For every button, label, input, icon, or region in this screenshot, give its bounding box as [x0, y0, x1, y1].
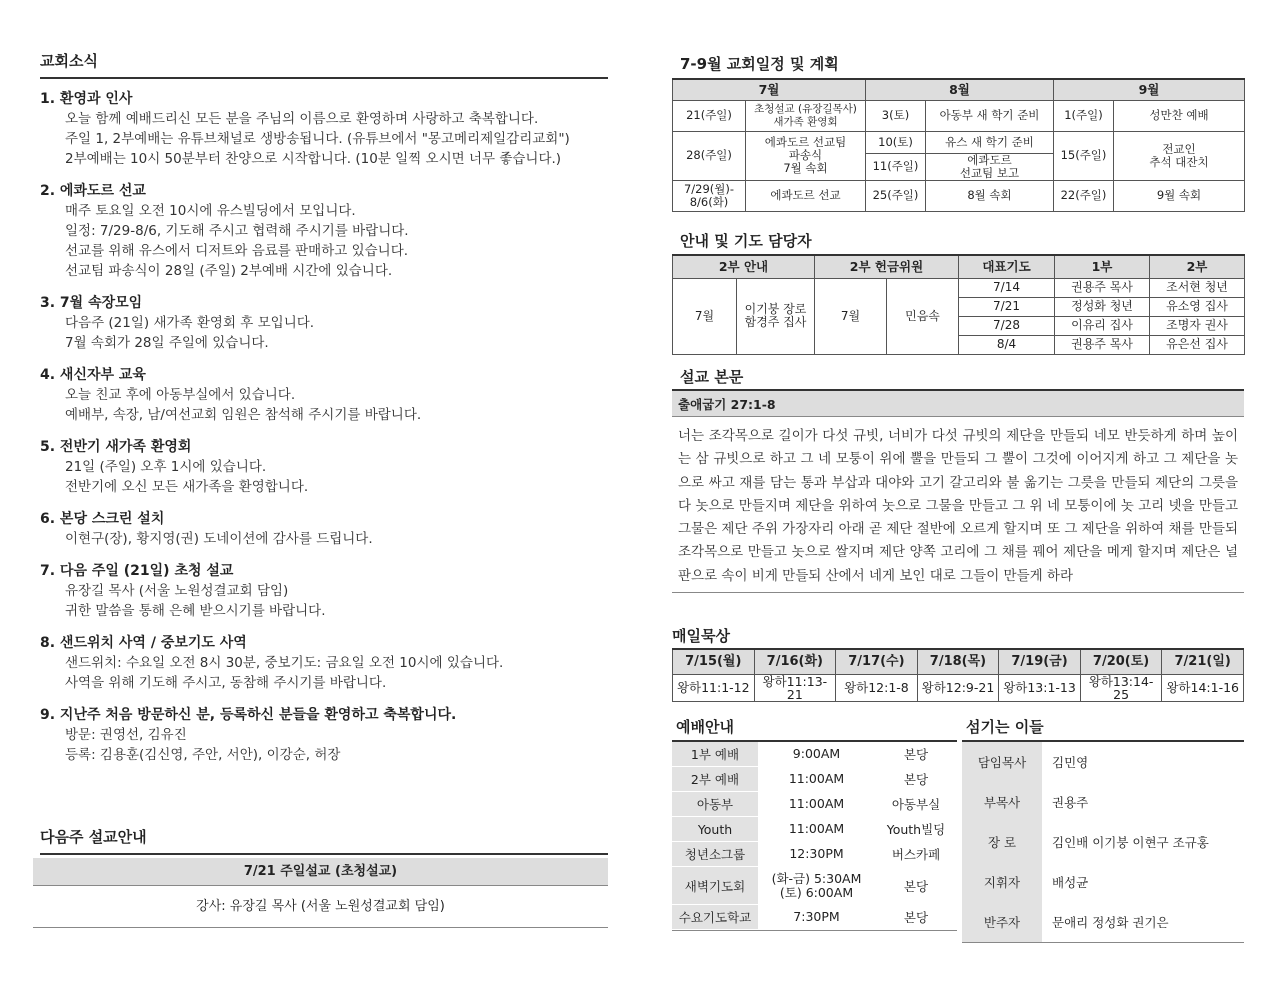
next-sermon-header: 7/21 주일설교 (초청설교)	[33, 858, 608, 886]
schedule-date: 3(토)	[866, 100, 926, 131]
servant-names: 권용주	[1052, 795, 1089, 810]
news-item	[40, 89, 608, 169]
servant-row	[962, 742, 1244, 782]
news-item-line: 유장길 목사 (서울 노원성결교회 담임)	[65, 583, 289, 599]
schedule-event: 에콰도르 선교팀 파송식 7월 속회	[746, 131, 866, 180]
devotion-passage: 왕하12:9-21	[917, 674, 999, 701]
servant-names: 문애리 정성화 권기은	[1052, 915, 1169, 930]
news-item-title: 5. 전반기 새가족 환영회	[40, 439, 192, 455]
news-item-line: 방문: 권영선, 김유진	[65, 727, 187, 743]
worship-place: 본당	[903, 772, 929, 787]
duty-header-prayer: 대표기도	[959, 255, 1055, 278]
worship-row	[672, 817, 957, 842]
worship-place: Youth빌딩	[886, 822, 946, 837]
offering-month: 7월	[815, 278, 887, 354]
news-item-line: 오늘 함께 예배드리신 모든 분을 주님의 이름으로 환영하며 사랑하고 축복합니다.	[65, 111, 539, 127]
news-item-title: 9. 지난주 처음 방문하신 분, 등록하신 분들을 환영하고 축복합니다.	[40, 707, 457, 723]
servant-names: 김민영	[1052, 755, 1089, 770]
duty-header-first: 1부	[1055, 255, 1150, 278]
prayer-first: 권용주 목사	[1055, 278, 1150, 297]
worship-time: 7:30PM	[793, 909, 840, 924]
worship-time: (화-금) 5:30AM (토) 6:00AM	[771, 870, 862, 900]
prayer-first: 정성화 청년	[1055, 297, 1150, 316]
devotion-day: 7/15(월)	[673, 649, 755, 674]
news-item-title: 8. 샌드위치 사역 / 중보기도 사역	[40, 635, 247, 651]
news-item-line: 선교를 위해 유스에서 디저트와 음료를 판매하고 있습니다.	[65, 243, 409, 259]
news-item-line: 2부예배는 10시 50분부터 찬양으로 시작합니다. (10분 일찍 오시면 너무 좋습니다.)	[65, 151, 562, 167]
worship-place: 본당	[903, 878, 929, 894]
servants-title: 섬기는 이들	[966, 718, 1044, 736]
news-item	[40, 633, 608, 693]
devotion-title: 매일묵상	[672, 627, 730, 645]
devotion-table	[672, 648, 1244, 702]
news-item	[40, 365, 608, 425]
servant-names: 배성균	[1052, 875, 1089, 890]
schedule-date: 11(주일)	[866, 153, 926, 180]
month-september: 9월	[1054, 79, 1245, 100]
worship-time: 12:30PM	[789, 846, 844, 861]
worship-place: 아동부실	[891, 797, 941, 812]
news-list	[40, 89, 608, 765]
devotion-day: 7/17(수)	[836, 649, 918, 674]
devotion-day: 7/21(일)	[1162, 649, 1244, 674]
prayer-second: 유소영 집사	[1150, 297, 1245, 316]
schedule-event: 아동부 새 학기 준비	[926, 100, 1054, 131]
worship-row	[672, 867, 957, 905]
month-july: 7월	[673, 79, 866, 100]
news-item-title: 4. 새신자부 교육	[40, 367, 146, 383]
worship-name: 청년소그룹	[672, 842, 758, 866]
schedule-date: 21(주일)	[673, 100, 746, 131]
worship-place: 버스카페	[891, 847, 941, 862]
news-item-line: 전반기에 오신 모든 새가족을 환영합니다.	[65, 479, 309, 495]
news-item-title: 3. 7월 속장모임	[40, 295, 143, 311]
news-item-line: 일정: 7/29-8/6, 기도해 주시고 협력해 주시기를 바랍니다.	[65, 223, 409, 239]
worship-row	[672, 842, 957, 867]
prayer-second: 유은선 집사	[1150, 335, 1245, 354]
news-item-title: 7. 다음 주일 (21일) 초청 설교	[40, 563, 234, 579]
schedule-date: 15(주일)	[1054, 131, 1114, 180]
schedule-event: 에콰도르 선교	[746, 180, 866, 211]
servant-row	[962, 822, 1244, 862]
news-item-line: 매주 토요일 오전 10시에 유스빌딩에서 모입니다.	[65, 203, 356, 219]
sermon-box	[672, 389, 1244, 593]
prayer-first: 권용주 목사	[1055, 335, 1150, 354]
next-sermon-title: 다음주 설교안내	[40, 826, 608, 855]
servant-row	[962, 902, 1244, 942]
news-item-title: 2. 에콰도르 선교	[40, 183, 146, 199]
schedule-title: 7-9월 교회일정 및 계획	[680, 55, 839, 73]
duty-table	[672, 254, 1245, 355]
schedule-date: 22(주일)	[1054, 180, 1114, 211]
news-item	[40, 561, 608, 621]
news-title: 교회소식	[40, 50, 608, 79]
servant-names: 김인배 이기붕 이현구 조규홍	[1052, 835, 1209, 850]
devotion-passage: 왕하13:1-13	[999, 674, 1081, 701]
news-item-line: 사역을 위해 기도해 주시고, 동참해 주시기를 바랍니다.	[65, 675, 387, 691]
guide-names: 이기붕 장로 함경주 집사	[737, 278, 815, 354]
duty-title: 안내 및 기도 담당자	[680, 232, 812, 250]
worship-time: 11:00AM	[788, 821, 845, 836]
schedule-date: 1(주일)	[1054, 100, 1114, 131]
worship-row	[672, 792, 957, 817]
worship-name: Youth	[672, 817, 758, 841]
duty-header-second: 2부	[1150, 255, 1245, 278]
worship-time: 9:00AM	[792, 746, 841, 761]
sermon-text: 너는 조각목으로 길이가 다섯 규빗, 너비가 다섯 규빗의 제단을 만들되 네모 반듯하게 하며 높이는 삼 규빗으로 하고 그 네 모퉁이 위에 뿔을 만들되 그 뿔이 그것에 이어지게 하고 그 제단을 놋으로 싸고 재를 담는 통과 부삽과 대야와 고기 갈고리와 불 옮기는 그릇을 만들되 제단의 그릇을 다 놋으로 만들지며 제단을 위하여 놋으로 그물을 만들고 그 위 네 모퉁이에 놋 고리 넷을 만들고 그물은 제단 주위 가장자리 아래 곧 제단 절반에 오르게 할지며 또 그 제단을 위하여 채를 만들되 조각목으로 만들고 놋으로 쌀지며 제단 양쪽 고리에 그 채를 꿰어 제단을 메게 할지며 제단은 널판으로 속이 비게 만들되 산에서 네게 보인 대로 그들이 만들게 하라	[672, 417, 1244, 593]
worship-name: 1부 예배	[672, 742, 758, 766]
news-item-line: 이현구(장), 황지영(권) 도네이션에 감사를 드립니다.	[65, 531, 373, 547]
worship-row	[672, 767, 957, 792]
worship-row	[672, 742, 957, 767]
worship-name: 수요기도학교	[672, 905, 758, 929]
worship-title: 예배안내	[676, 718, 734, 736]
schedule-event: 유스 새 학기 준비	[926, 131, 1054, 153]
worship-table	[672, 740, 957, 931]
worship-row	[672, 905, 957, 930]
news-item-title: 1. 환영과 인사	[40, 91, 133, 107]
prayer-date: 7/28	[959, 316, 1055, 335]
prayer-date: 8/4	[959, 335, 1055, 354]
next-sermon-body: 강사: 유장길 목사 (서울 노원성결교회 담임)	[33, 886, 608, 928]
offering-name: 민음속	[887, 278, 959, 354]
schedule-event: 9월 속회	[1114, 180, 1245, 211]
duty-header-offering: 2부 헌금위원	[815, 255, 959, 278]
devotion-passage: 왕하11:1-12	[673, 674, 755, 701]
servant-role: 지휘자	[962, 862, 1042, 902]
news-item-line: 21일 (주일) 오후 1시에 있습니다.	[65, 459, 267, 475]
prayer-first: 이유리 집사	[1055, 316, 1150, 335]
servant-row	[962, 782, 1244, 822]
schedule-event: 성만찬 예배	[1114, 100, 1245, 131]
news-item-line: 오늘 친교 후에 아동부실에서 있습니다.	[65, 387, 296, 403]
servant-role: 담임목사	[962, 742, 1042, 782]
news-item-line: 샌드위치: 수요일 오전 8시 30분, 중보기도: 금요일 오전 10시에 있습니다.	[65, 655, 504, 671]
schedule-event: 전교인 추석 대잔치	[1114, 131, 1245, 180]
servant-role: 장 로	[962, 822, 1042, 862]
worship-name: 아동부	[672, 792, 758, 816]
news-item-title: 6. 본당 스크린 설치	[40, 511, 165, 527]
worship-name: 2부 예배	[672, 767, 758, 791]
servant-row	[962, 862, 1244, 902]
news-item	[40, 509, 608, 549]
schedule-date: 25(주일)	[866, 180, 926, 211]
news-item-line: 귀한 말씀을 통해 은혜 받으시기를 바랍니다.	[65, 603, 326, 619]
guide-month: 7월	[673, 278, 737, 354]
prayer-date: 7/14	[959, 278, 1055, 297]
schedule-event: 8월 속회	[926, 180, 1054, 211]
servants-table	[962, 740, 1244, 943]
worship-place: 본당	[903, 747, 929, 762]
sermon-reference: 출애굽기 27:1-8	[672, 389, 1244, 417]
schedule-event: 에콰도르 선교팀 보고	[926, 153, 1054, 180]
schedule-date: 10(토)	[866, 131, 926, 153]
news-item	[40, 293, 608, 353]
news-item	[40, 705, 608, 765]
devotion-passage: 왕하12:1-8	[836, 674, 918, 701]
news-item-line: 다음주 (21일) 새가족 환영회 후 모입니다.	[65, 315, 315, 331]
news-item-line: 등록: 김용훈(김신영, 주안, 서안), 이강순, 허장	[65, 747, 341, 763]
prayer-date: 7/21	[959, 297, 1055, 316]
devotion-passage: 왕하11:13-21	[754, 674, 836, 701]
news-item-line: 선교팀 파송식이 28일 (주일) 2부예배 시간에 있습니다.	[65, 263, 393, 279]
church-news-section	[40, 50, 608, 777]
news-item-line: 주일 1, 2부예배는 유튜브채널로 생방송됩니다. (유튜브에서 "몽고메리제일감리교회")	[65, 131, 570, 147]
devotion-day: 7/16(화)	[754, 649, 836, 674]
devotion-day: 7/19(금)	[999, 649, 1081, 674]
news-item	[40, 181, 608, 281]
devotion-day: 7/20(토)	[1080, 649, 1162, 674]
sermon-title: 설교 본문	[680, 368, 744, 386]
servant-role: 반주자	[962, 902, 1042, 942]
worship-name: 새벽기도회	[672, 867, 758, 904]
duty-header-guide: 2부 안내	[673, 255, 815, 278]
news-item	[40, 437, 608, 497]
servant-role: 부목사	[962, 782, 1042, 822]
schedule-event: 초청설교 (유장길목사) 새가족 환영회	[746, 100, 866, 131]
month-august: 8월	[866, 79, 1054, 100]
devotion-passage: 왕하14:1-16	[1162, 674, 1244, 701]
devotion-passage: 왕하13:14-25	[1080, 674, 1162, 701]
schedule-date: 7/29(월)- 8/6(화)	[673, 180, 746, 211]
next-sermon-box	[33, 858, 608, 928]
news-item-line: 7월 속회가 28일 주일에 있습니다.	[65, 335, 269, 351]
worship-time: 11:00AM	[788, 771, 845, 786]
news-item-line: 예배부, 속장, 남/여선교회 임원은 참석해 주시기를 바랍니다.	[65, 407, 422, 423]
schedule-table	[672, 78, 1245, 212]
prayer-second: 조명자 권사	[1150, 316, 1245, 335]
schedule-date: 28(주일)	[673, 131, 746, 180]
worship-place: 본당	[903, 910, 929, 925]
worship-time: 11:00AM	[788, 796, 845, 811]
devotion-day: 7/18(목)	[917, 649, 999, 674]
prayer-second: 조서현 청년	[1150, 278, 1245, 297]
